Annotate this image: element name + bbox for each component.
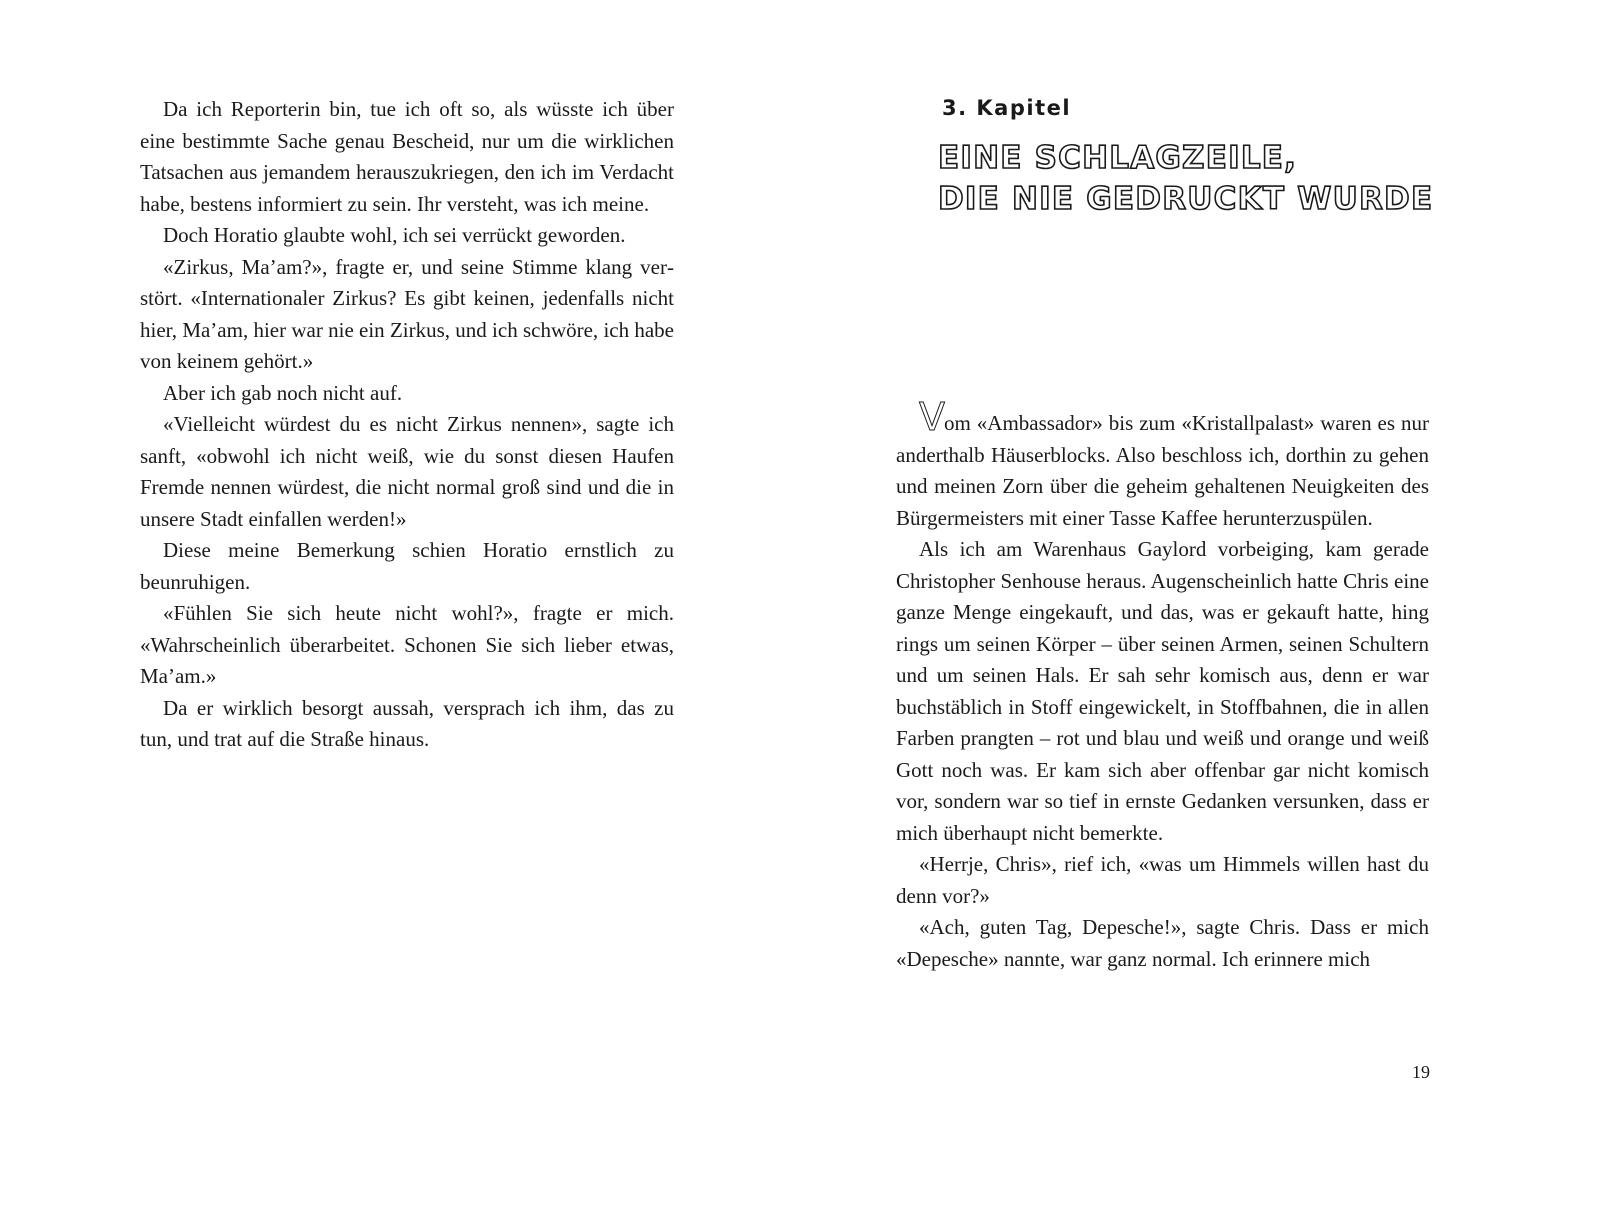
left-body-text (140, 94, 674, 756)
paragraph: «Zirkus, Ma’am?», fragte er, und seine Stimme klang verstört. «Internationaler Zirkus? Es gibt keinen, jedenfalls nicht hier, Ma’am, hier war nie ein Zirkus, und ich schwöre, ich habe von keinem gehört.» (140, 254, 674, 373)
paragraph: Als ich am Warenhaus Gaylord vorbeiging, kam gerade Christopher Senhouse heraus. Augenscheinlich hatte Chris eine ganze Menge eingekauft, und das, was er gekauft hatte, hing rings um seinen Körper – über seinen Armen, seinen Schultern und um seinen Hals. Er sah sehr komisch aus, denn er war buchstäblich in Stoff eingewickelt, in Stoffbahnen, die in allen Farben prangten – rot und blau und weiß und orange und weiß Gott noch was. Er kam sich aber offenbar gar nicht komisch vor, sondern war so tief in ernste Gedanken versunken, dass er mich überhaupt nicht bemerkte. (896, 537, 1429, 845)
chapter-title-line: DIE NIE GEDRUCKT WURDE (938, 181, 1434, 217)
paragraph: Aber ich gab noch nicht auf. (163, 380, 403, 405)
chapter-title-line: EINE SCHLAGZEILE, (938, 140, 1298, 176)
paragraph: Doch Horatio glaubte wohl, ich sei verrückt geworden. (163, 223, 626, 247)
chapter-title (938, 138, 1498, 220)
drop-cap: V (919, 395, 944, 439)
right-page (800, 0, 1600, 1229)
paragraph: «Herrje, Chris», rief ich, «was um Himmels willen hast du denn vor?» (896, 852, 1429, 908)
paragraph: Da ich Reporterin bin, tue ich oft so, als wüsste ich über eine bestimmte Sache genau Bescheid, nur um die wirklichen Tatsachen aus jemandem herauszukriegen, den ich im Verdacht habe, bestens informiert zu sein. Ihr versteht, was ich meine. (140, 97, 674, 216)
paragraph: «Ach, guten Tag, Depesche!», sagte Chris. Dass er mich «Depesche» nannte, war ganz normal. Ich erinnere mich (896, 915, 1429, 971)
paragraph: Da er wirklich besorgt aussah, versprach ich ihm, das zu tun, und trat auf die Straße hinaus. (140, 695, 674, 751)
paragraph: «Vielleicht würdest du es nicht Zirkus nennen», sagte ich sanft, «obwohl ich nicht weiß, wie du sonst diesen Haufen Fremde nennen würdest, die nicht normal groß sind und die in unsere Stadt einfallen werden!» (140, 412, 674, 531)
paragraph: Diese meine Bemerkung schien Horatio ernstlich zu beunruhigen. (140, 538, 674, 594)
paragraph: «Fühlen Sie sich heute nicht wohl?», fragte er mich. «Wahrscheinlich überarbeitet. Schonen Sie sich lieber etwas, Ma’am.» (140, 601, 674, 688)
right-body-text (896, 395, 1429, 975)
opening-paragraph (896, 395, 1429, 534)
page-number: 19 (1412, 1062, 1430, 1082)
chapter-label: 3. Kapitel (942, 96, 1072, 120)
opening-paragraph-text: om «Ambassador» bis zum «Kristallpalast» waren es nur anderthalb Häuserblocks. Also beschloss ich, dorthin zu gehen und meinen Zorn über die geheim gehaltenen Neuigkeiten des Bürgermeisters mit einer Tasse Kaffee herunterzuspülen. (896, 411, 1429, 530)
